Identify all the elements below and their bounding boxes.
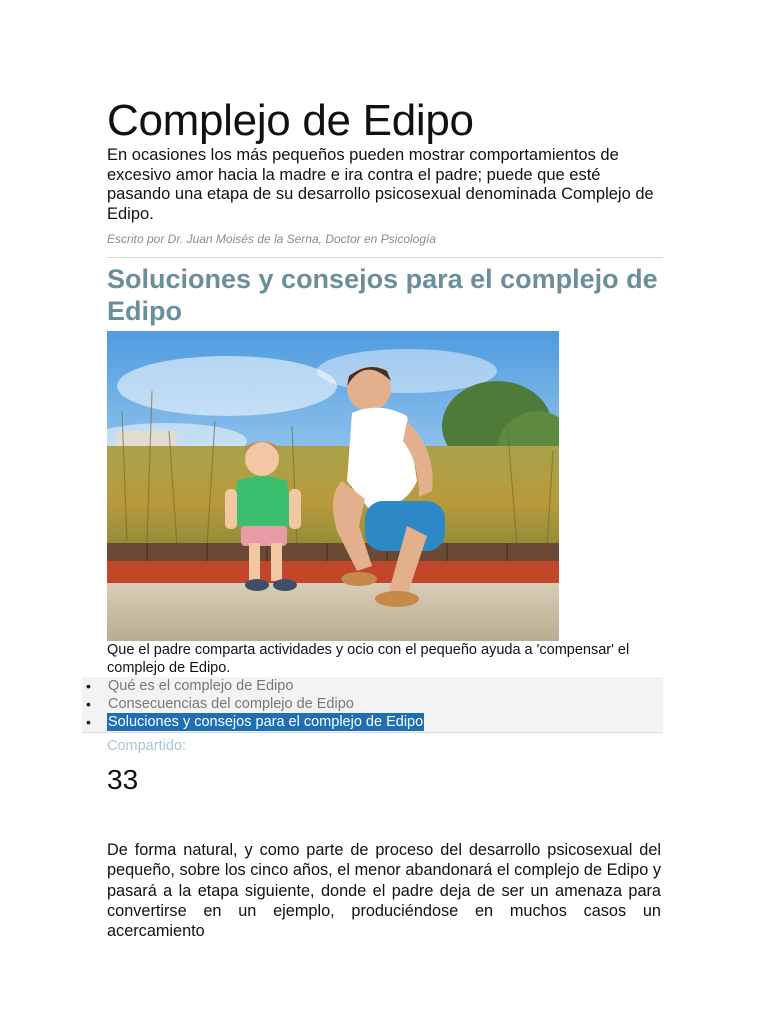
article-intro: En ocasiones los más pequeños pueden mostrar comportamientos de excesivo amor hacia la madre e ira contra el padre; puede que esté pasando una etapa de su desarrollo psicosexual denominada Complejo de Edipo. bbox=[107, 146, 654, 223]
toc-link-que-es[interactable]: Qué es el complejo de Edipo bbox=[108, 678, 294, 694]
share-count: 33 bbox=[107, 764, 139, 795]
article-title: Complejo de Edipo bbox=[107, 96, 474, 145]
share-label: Compartido: bbox=[107, 738, 186, 754]
toc-item[interactable] bbox=[82, 695, 663, 713]
article-photo bbox=[107, 331, 559, 641]
table-of-contents bbox=[82, 677, 663, 732]
bullet-icon: • bbox=[86, 678, 91, 694]
toc-item[interactable] bbox=[82, 677, 663, 695]
divider bbox=[82, 732, 663, 733]
toc-link-soluciones[interactable]: Soluciones y consejos para el complejo de Edipo bbox=[108, 714, 424, 730]
divider bbox=[107, 257, 663, 258]
article-body: De forma natural, y como parte de proceso del desarrollo psicosexual del pequeño, sobre los cinco años, el menor abandonará el complejo de Edipo y pasará a la etapa siguiente, donde el padre deja de ser un amenaza para convertirse en un ejemplo, produciéndose en muchos casos un acercamiento bbox=[107, 841, 661, 941]
bullet-icon: • bbox=[86, 696, 91, 712]
toc-item-active[interactable] bbox=[82, 713, 663, 731]
section-title: Soluciones y consejos para el complejo de Edipo bbox=[107, 264, 658, 326]
toc-link-consecuencias[interactable]: Consecuencias del complejo de Edipo bbox=[108, 696, 354, 712]
article-byline: Escrito por Dr. Juan Moisés de la Serna, Doctor en Psicología bbox=[107, 232, 437, 246]
bullet-icon: • bbox=[86, 714, 91, 730]
photo-caption: Que el padre comparta actividades y ocio con el pequeño ayuda a 'compensar' el complejo de Edipo. bbox=[107, 642, 630, 676]
